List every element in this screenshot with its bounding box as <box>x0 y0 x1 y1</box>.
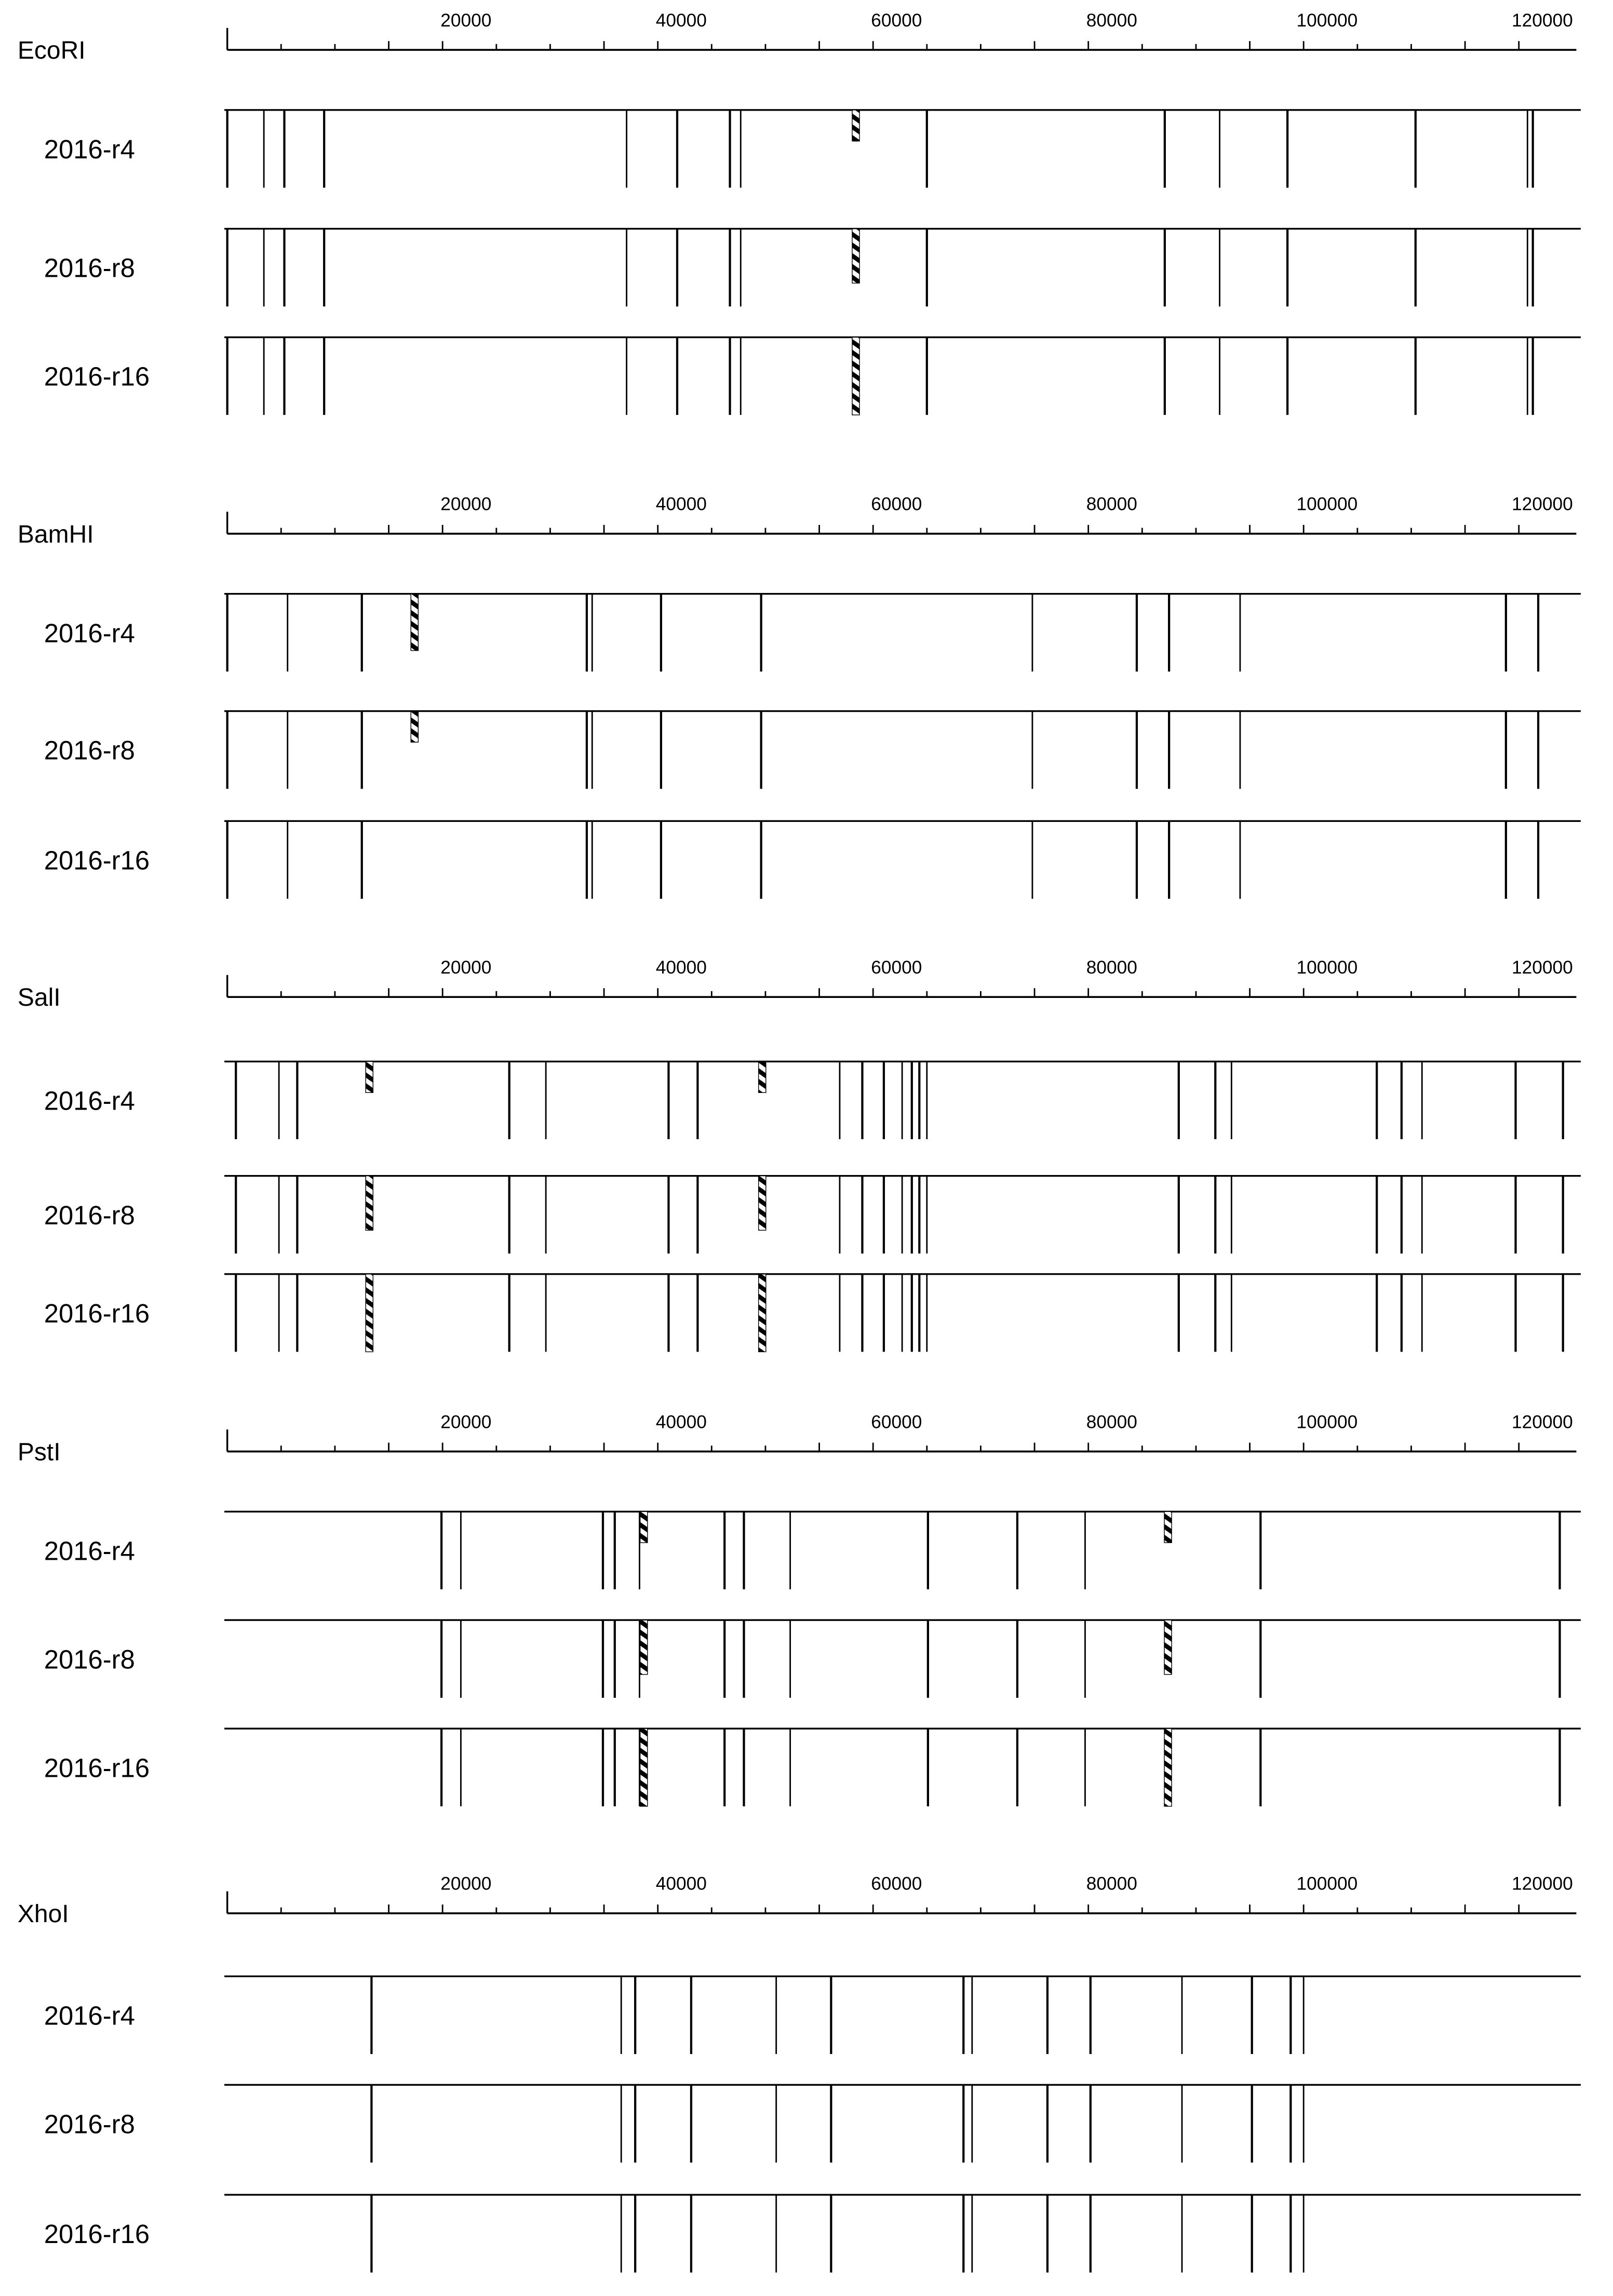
axis-tick-label: 80000 <box>1086 1412 1137 1433</box>
sample-label: 2016-r8 <box>44 2109 135 2139</box>
sample-track <box>44 1061 1581 1139</box>
enzyme-panel-ecori <box>18 10 1581 415</box>
axis-tick-label: 80000 <box>1086 1873 1137 1894</box>
sample-track <box>44 1274 1581 1352</box>
axis-tick-label: 20000 <box>440 10 492 31</box>
axis-tick-label: 20000 <box>440 1412 492 1433</box>
sample-label: 2016-r16 <box>44 1299 150 1329</box>
axis-tick-label: 40000 <box>655 1873 707 1894</box>
variable-region-hatch <box>640 1728 648 1806</box>
axis-tick-label: 120000 <box>1512 957 1573 978</box>
axis-tick-label: 100000 <box>1296 494 1358 515</box>
axis-tick-label: 40000 <box>655 10 707 31</box>
variable-region-hatch <box>852 229 859 283</box>
axis-tick-label: 80000 <box>1086 494 1137 515</box>
variable-region-hatch <box>759 1274 766 1352</box>
sample-label: 2016-r4 <box>44 1536 135 1566</box>
axis-tick-label: 100000 <box>1296 10 1358 31</box>
axis-tick-label: 100000 <box>1296 1412 1358 1433</box>
variable-region-hatch <box>640 1620 648 1674</box>
scale-axis <box>227 1874 1577 1913</box>
axis-tick-label: 20000 <box>440 1873 492 1894</box>
sample-label: 2016-r8 <box>44 735 135 765</box>
sample-label: 2016-r4 <box>44 2001 135 2031</box>
sample-label: 2016-r4 <box>44 1086 135 1116</box>
axis-tick-label: 40000 <box>655 957 707 978</box>
variable-region-hatch <box>411 594 418 651</box>
sample-track <box>44 2085 1581 2163</box>
sample-track <box>44 110 1581 188</box>
axis-tick-label: 60000 <box>871 1873 922 1894</box>
enzyme-panel-xhoi <box>18 1874 1581 2273</box>
sample-label: 2016-r16 <box>44 1753 150 1783</box>
sample-track <box>44 1511 1581 1589</box>
sample-label: 2016-r8 <box>44 1200 135 1230</box>
sample-track <box>44 1176 1581 1254</box>
scale-axis <box>227 494 1577 534</box>
sample-label: 2016-r4 <box>44 134 135 165</box>
variable-region-hatch <box>852 337 859 415</box>
axis-tick-label: 80000 <box>1086 10 1137 31</box>
axis-tick-label: 20000 <box>440 494 492 515</box>
variable-region-hatch <box>640 1511 648 1543</box>
sample-label: 2016-r16 <box>44 845 150 875</box>
enzyme-label: EcoRI <box>17 37 86 65</box>
variable-region-hatch <box>759 1176 766 1231</box>
sample-track <box>44 1620 1581 1698</box>
variable-region-hatch <box>411 711 418 742</box>
sample-label: 2016-r16 <box>44 2219 150 2249</box>
variable-region-hatch <box>1164 1620 1172 1674</box>
axis-tick-label: 40000 <box>655 494 707 515</box>
axis-tick-label: 120000 <box>1512 494 1573 515</box>
axis-tick-label: 20000 <box>440 957 492 978</box>
enzyme-label: SalI <box>17 984 61 1012</box>
sample-track <box>44 229 1581 307</box>
variable-region-hatch <box>1164 1728 1172 1806</box>
axis-tick-label: 80000 <box>1086 957 1137 978</box>
axis-tick-label: 100000 <box>1296 957 1358 978</box>
sample-track <box>44 711 1581 789</box>
enzyme-label: BamHI <box>17 520 94 548</box>
sample-label: 2016-r4 <box>44 618 135 648</box>
sample-track <box>44 337 1581 415</box>
enzyme-panel-psti <box>18 1412 1581 1806</box>
sample-track <box>44 1976 1581 2054</box>
axis-tick-label: 100000 <box>1296 1873 1358 1894</box>
scale-axis <box>227 957 1577 997</box>
variable-region-hatch <box>366 1061 373 1092</box>
variable-region-hatch <box>759 1061 766 1092</box>
scale-axis <box>227 10 1577 50</box>
scale-axis <box>227 1412 1577 1451</box>
sample-track <box>44 1728 1581 1806</box>
enzyme-label: PstI <box>17 1438 61 1466</box>
sample-track <box>44 2195 1581 2273</box>
variable-region-hatch <box>1164 1511 1172 1543</box>
sample-track <box>44 821 1581 899</box>
axis-tick-label: 120000 <box>1512 10 1573 31</box>
axis-tick-label: 60000 <box>871 10 922 31</box>
axis-tick-label: 40000 <box>655 1412 707 1433</box>
axis-tick-label: 60000 <box>871 957 922 978</box>
variable-region-hatch <box>852 110 859 141</box>
sample-label: 2016-r16 <box>44 361 150 391</box>
variable-region-hatch <box>366 1176 373 1231</box>
enzyme-panel-bamhi <box>18 494 1581 899</box>
sample-track <box>44 594 1581 672</box>
sample-label: 2016-r8 <box>44 253 135 283</box>
axis-tick-label: 60000 <box>871 494 922 515</box>
enzyme-label: XhoI <box>17 1900 69 1928</box>
axis-tick-label: 120000 <box>1512 1873 1573 1894</box>
sample-label: 2016-r8 <box>44 1644 135 1674</box>
axis-tick-label: 60000 <box>871 1412 922 1433</box>
variable-region-hatch <box>366 1274 373 1352</box>
axis-tick-label: 120000 <box>1512 1412 1573 1433</box>
enzyme-panel-sali <box>18 957 1581 1352</box>
